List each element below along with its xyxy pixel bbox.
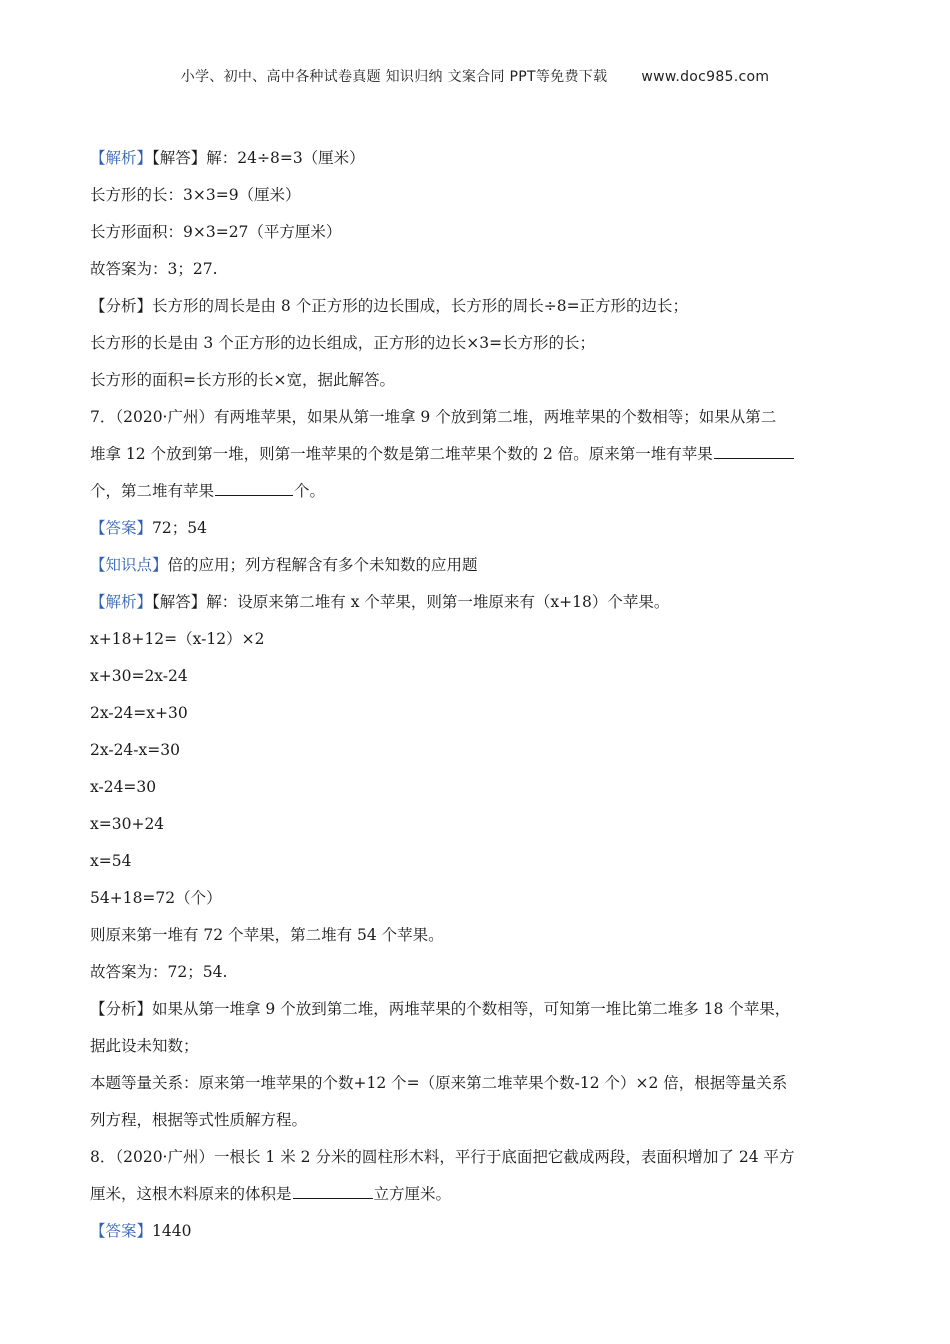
q7-equation-5: x-24=30: [90, 778, 157, 796]
q7-stem-line-2: 堆拿 12 个放到第一堆，则第一堆苹果的个数是第二堆苹果个数的 2 倍。原来第一堆有苹果: [90, 436, 865, 473]
q6-solution-line-3: 长方形面积：9×3=27（平方厘米）: [90, 223, 342, 241]
q8-answer-blank: [293, 1183, 373, 1199]
q8-answer: 【答案】1440: [90, 1222, 192, 1240]
q6-solution-line-2: 长方形的长：3×3=9（厘米）: [90, 186, 301, 204]
header-slogan: 小学、初中、高中各种试卷真题 知识归纳 文案合同 PPT等免费下载: [180, 69, 608, 85]
q7-equation-1: x+18+12=（x-12）×2: [90, 630, 265, 648]
q6-analysis-line-1: 【分析】长方形的周长是由 8 个正方形的边长围成，长方形的周长÷8=正方形的边长；: [90, 297, 689, 315]
analysis-tag: 【解析】: [90, 149, 153, 167]
document-body: [90, 140, 865, 1250]
q7-answer-blank-2: [215, 480, 293, 496]
q7-knowledge-point: 【知识点】倍的应用；列方程解含有多个未知数的应用题: [90, 556, 478, 574]
q7-answer-blank-1: [714, 443, 794, 459]
header-site-url[interactable]: www.doc985.com: [641, 69, 770, 85]
q7-final-answer: 故答案为：72；54.: [90, 963, 228, 981]
q7-answer: 【答案】72；54: [90, 519, 207, 537]
q7-analysis-line-2: 据此设未知数；: [90, 1037, 199, 1055]
q7-stem-line-3: 个，第二堆有苹果 个。: [90, 482, 326, 500]
q8-stem-line-1: 8．（2020·广州）一根长 1 米 2 分米的圆柱形木料，平行于底面把它截成两段，表面积增加了 24 平方: [90, 1148, 795, 1166]
q7-stem-line-1: 7．（2020·广州）有两堆苹果，如果从第一堆拿 9 个放到第二堆，两堆苹果的个数相等；如果从第二: [90, 408, 777, 426]
q7-equation-8: 54+18=72（个）: [90, 889, 222, 907]
q6-analysis-line-2: 长方形的长是由 3 个正方形的边长组成，正方形的边长×3=长方形的长；: [90, 334, 596, 352]
q7-equation-3: 2x-24=x+30: [90, 704, 188, 722]
q6-solution-line-1: 【解析】【解答】解：24÷8=3（厘米）: [90, 149, 365, 167]
answer-tag: 【答案】: [90, 1222, 153, 1240]
knowledge-tag: 【知识点】: [90, 556, 168, 574]
q7-equation-6: x=30+24: [90, 815, 165, 833]
q7-conclusion: 则原来第一堆有 72 个苹果，第二堆有 54 个苹果。: [90, 926, 444, 944]
q6-final-answer: 故答案为：3；27.: [90, 260, 218, 278]
page-header: [0, 66, 950, 86]
q8-stem-line-2: 厘米，这根木料原来的体积是 立方厘米。: [90, 1185, 452, 1203]
q7-equation-2: x+30=2x-24: [90, 667, 188, 685]
q7-solution-intro: 【解析】【解答】解：设原来第二堆有 x 个苹果，则第一堆原来有（x+18）个苹果。: [90, 593, 670, 611]
q7-equation-7: x=54: [90, 852, 132, 870]
analysis-tag: 【解析】: [90, 593, 153, 611]
q7-analysis-line-4: 列方程，根据等式性质解方程。: [90, 1111, 308, 1129]
answer-tag: 【答案】: [90, 519, 153, 537]
q7-analysis-line-3: 本题等量关系：原来第一堆苹果的个数+12 个=（原来第二堆苹果个数-12 个）×2 倍，根据等量关系: [90, 1074, 788, 1092]
q6-analysis-line-3: 长方形的面积=长方形的长×宽，据此解答。: [90, 371, 395, 389]
q7-analysis-line-1: 【分析】如果从第一堆拿 9 个放到第二堆，两堆苹果的个数相等，可知第一堆比第二堆多 18 个苹果，: [90, 1000, 791, 1018]
q7-equation-4: 2x-24-x=30: [90, 741, 180, 759]
